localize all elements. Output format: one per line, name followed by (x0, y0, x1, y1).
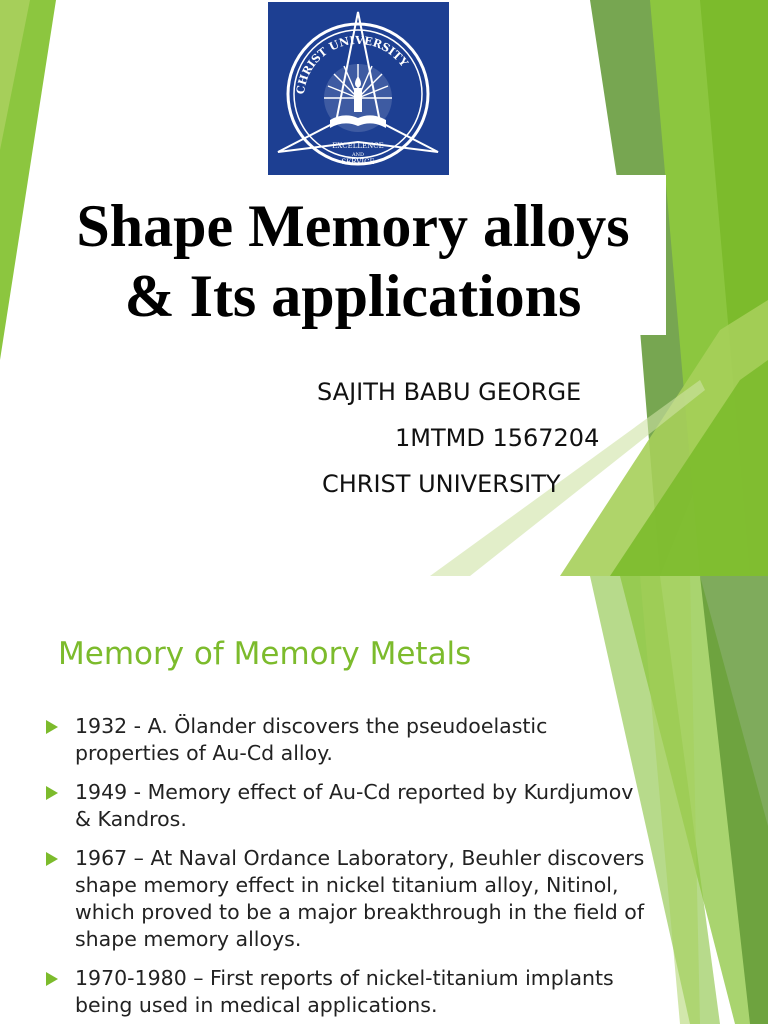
bullet-arrow-icon (46, 972, 58, 986)
title-line-2: & Its applications (124, 263, 582, 329)
logo-ring-text: CHRIST UNIVERSITY (294, 33, 411, 96)
content-slide (0, 576, 768, 1024)
logo-motto-1: EXCELLENCE (332, 142, 384, 150)
university-emblem-icon (268, 2, 449, 185)
author-name: SAJITH BABU GEORGE (317, 378, 582, 406)
bullet-line: shape memory effect in nickel titanium alloy, Nitinol, (75, 873, 619, 897)
bullet-arrow-icon (46, 786, 58, 800)
bullet-line: shape memory alloys. (75, 927, 302, 951)
logo-motto-3: SERVICE (341, 158, 375, 166)
bullet-line: 1967 – At Naval Ordance Laboratory, Beuhler discovers (75, 846, 645, 870)
bullet-list (44, 713, 734, 1024)
bullet-item (44, 845, 734, 953)
bullet-line: properties of Au-Cd alloy. (75, 741, 333, 765)
author-institution: CHRIST UNIVERSITY (322, 470, 561, 498)
bullet-arrow-icon (46, 720, 58, 734)
logo-motto-2: AND (352, 152, 364, 158)
title-box (40, 175, 666, 335)
bullet-line: 1970-1980 – First reports of nickel-titanium implants (75, 966, 614, 990)
author-id: 1MTMD 1567204 (395, 424, 600, 452)
bullet-line: which proved to be a major breakthrough in the field of (75, 900, 645, 924)
bullet-line: 1949 - Memory effect of Au-Cd reported by Kurdjumov (75, 780, 634, 804)
bullet-item (44, 779, 734, 833)
bullet-item (44, 965, 734, 1019)
bullet-item (44, 713, 734, 767)
presentation-title (40, 191, 666, 331)
bullet-arrow-icon (46, 852, 58, 866)
title-line-1: Shape Memory alloys (76, 193, 630, 259)
university-logo (268, 2, 449, 185)
bullet-line: 1932 - A. Ölander discovers the pseudoelastic (75, 714, 548, 738)
slide-title: Memory of Memory Metals (58, 636, 472, 672)
bullet-line: being used in medical applications. (75, 993, 438, 1017)
bullet-line: & Kandros. (75, 807, 187, 831)
